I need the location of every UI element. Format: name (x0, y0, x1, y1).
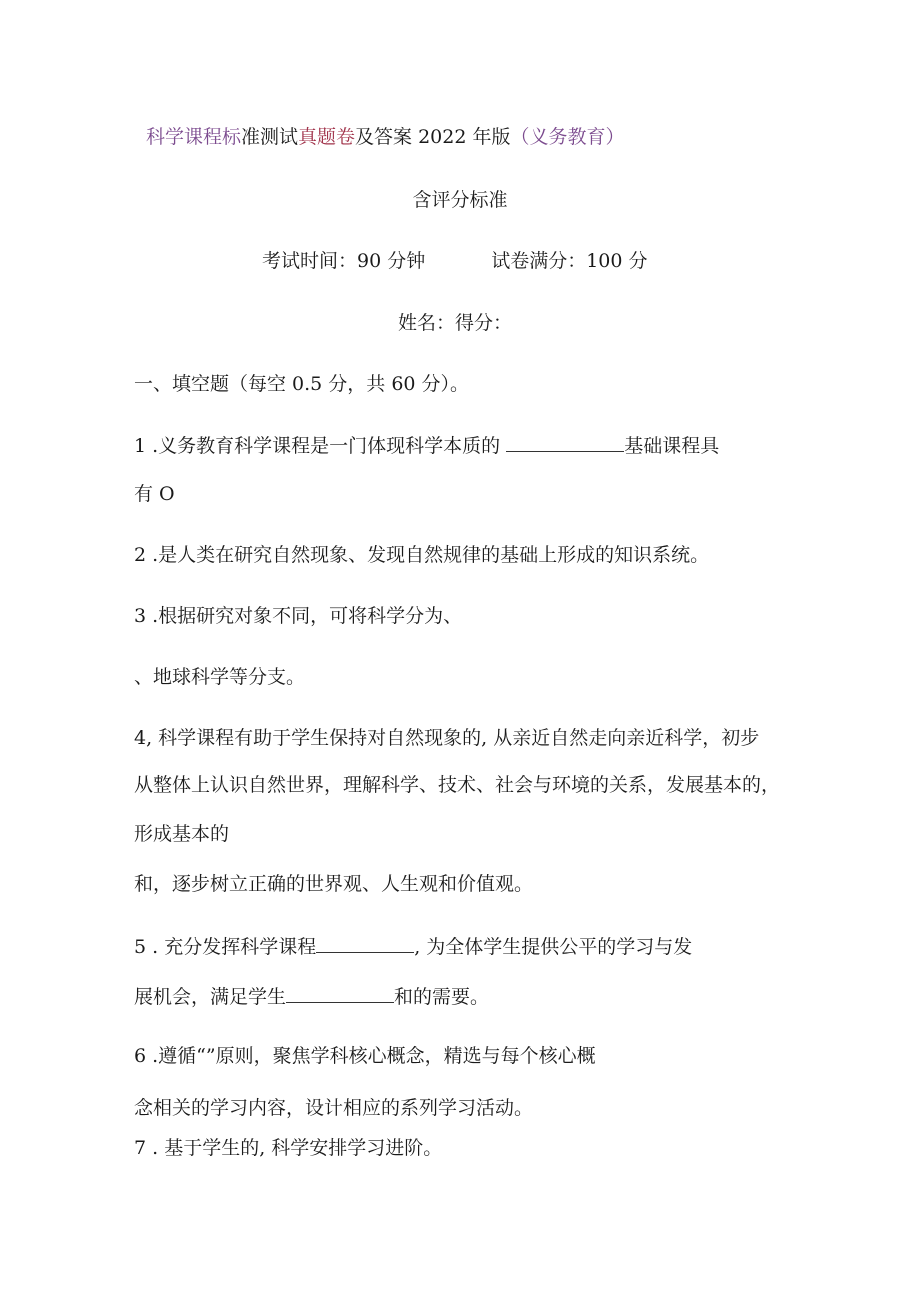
question-text: 展机会，满足学生 (134, 986, 287, 1008)
question-text: 和的需要。 (394, 986, 490, 1008)
title-segment: （义务教育） (510, 126, 625, 148)
question-1 (134, 433, 719, 458)
answer-blank (286, 984, 394, 1003)
question-3-cont: 、地球科学等分支。 (134, 666, 306, 688)
section-heading: 一、填空题（每空 0.5 分，共 60 分）。 (134, 373, 470, 395)
question-5-cont (134, 984, 489, 1009)
answer-blank (506, 433, 624, 452)
question-4-cont: 和，逐步树立正确的世界观、人生观和价值观。 (134, 873, 534, 895)
subtitle: 含评分标准 (412, 189, 508, 211)
exam-info (262, 249, 648, 273)
document-title (146, 124, 625, 150)
exam-full-score: 试卷满分：100 分 (491, 250, 648, 272)
exam-time: 考试时间：90 分钟 (262, 250, 426, 272)
question-5 (134, 934, 692, 959)
question-4-cont: 形成基本的 (134, 823, 230, 845)
title-segment: 真题卷 (298, 126, 356, 148)
question-6-cont: 念相关的学习内容，设计相应的系列学习活动。 (134, 1097, 534, 1119)
question-1-cont: 有 O (134, 483, 175, 505)
question-text: 基础课程具 (624, 435, 720, 457)
question-text: 1 .义务教育科学课程是一门体现科学本质的 (134, 435, 501, 457)
name-score-line: 姓名：得分： (398, 312, 513, 334)
question-text: , 为全体学生提供公平的学习与发 (414, 936, 693, 958)
title-segment: 准测试 (241, 126, 299, 148)
question-4: 4, 科学课程有助于学生保持对自然现象的, 从亲近自然走向亲近科学，初步 (134, 727, 760, 749)
question-text: 5 . 充分发挥科学课程 (134, 936, 317, 958)
answer-blank (316, 934, 414, 953)
title-segment: 及答案 2022 年版 (355, 126, 511, 148)
question-7: 7 . 基于学生的, 科学安排学习进阶。 (134, 1137, 443, 1159)
question-2: 2 .是人类在研究自然现象、发现自然规律的基础上形成的知识系统。 (134, 544, 710, 566)
question-6: 6 .遵循“”原则，聚焦学科核心概念，精选与每个核心概 (134, 1045, 596, 1067)
question-4-cont: 从整体上认识自然世界，理解科学、技术、社会与环境的关系，发展基本的， (134, 774, 781, 796)
question-3: 3 .根据研究对象不同，可将科学分为、 (134, 605, 463, 627)
title-segment: 科学课程标 (146, 126, 242, 148)
